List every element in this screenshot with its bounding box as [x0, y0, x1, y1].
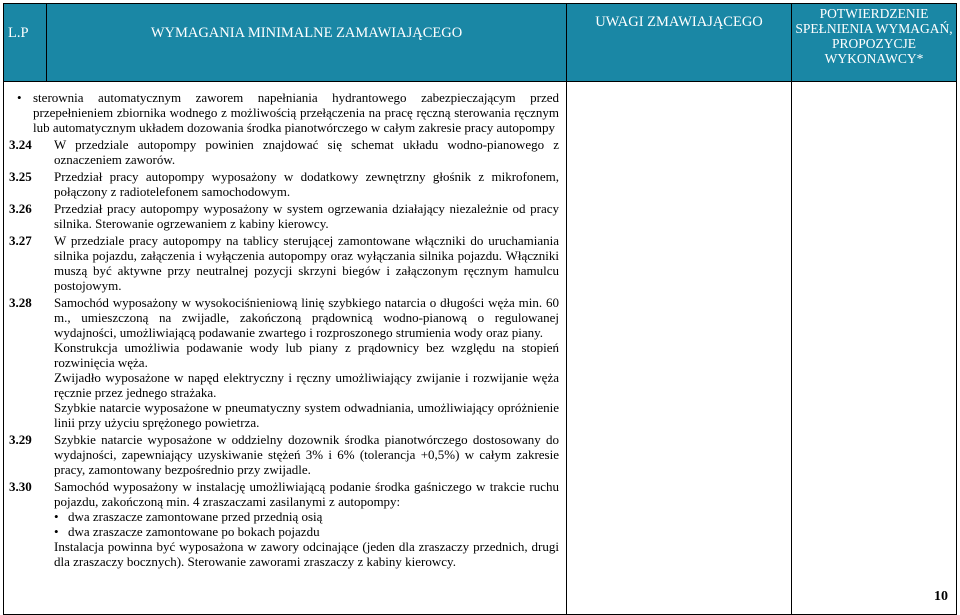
section-3-25 [9, 169, 559, 199]
list-item-text: dwa zraszacze zamontowane przed przednią osią [68, 509, 323, 524]
page-number: 10 [934, 589, 948, 604]
body-row [4, 82, 957, 615]
requirements-cell [4, 82, 567, 615]
section-text: W przedziale pracy autopompy na tablicy sterującej zamontowane włączniki do uruchamiania silnika pojazdu, załączenia i wyłączenia autopompy oraz wyłączania silnika pojazdu. Włączniki muszą być aktywne przy neutralnej pozycji skrzyni biegów i załączonym ręcznym hamulcu postojowym. [54, 233, 559, 293]
requirements-content [5, 83, 565, 569]
header-requirements: WYMAGANIA MINIMALNE ZAMAWIAJĄCEGO [47, 4, 567, 82]
list-item-text: dwa zraszacze zamontowane po bokach pojazdu [68, 524, 320, 539]
intro-bullet-text: sterownia automatycznym zaworem napełniania hydrantowego zabezpieczającym przed przepełnieniem zbiornika wodnego z możliwością przełączenia na pracę ręczną sterowania ręcznym lub automatycznym układem dozowania środka pianotwórczego w całym zakresie pracy autopompy [33, 90, 559, 135]
bullet-icon: • [54, 509, 59, 524]
intro-bullet [9, 90, 559, 135]
section-3-24 [9, 137, 559, 167]
list-item [54, 509, 559, 524]
header-lp: L.P [4, 4, 47, 82]
section-text: Samochód wyposażony w wysokociśnieniową linię szybkiego natarcia o długości węża min. 60 m., umieszczoną na zwijadle, zakończoną prądownicą wodno-pianową o regulowanej wydajności, umożliwiającą podawanie zwartego i rozproszonego strumienia wody oraz piany. [54, 295, 559, 340]
section-text: Szybkie natarcie wyposażone w pneumatyczny system odwadniania, umożliwiający opróżnienie linii przy użyciu sprężonego powietrza. [54, 400, 559, 430]
header-remarks: UWAGI ZMAWIAJĄCEGO [567, 4, 792, 82]
bullet-icon: • [54, 524, 59, 539]
header-row [4, 4, 957, 82]
section-number: 3.29 [9, 432, 32, 447]
section-number: 3.26 [9, 201, 32, 216]
section-3-26 [9, 201, 559, 231]
section-text: Instalacja powinna być wyposażona w zawory odcinające (jeden dla zraszaczy przednich, drugi dla zraszaczy bocznych). Sterowanie zaworami zraszaczy z kabiny kierowcy. [54, 539, 559, 569]
section-number: 3.24 [9, 137, 32, 152]
list-item [54, 524, 559, 539]
section-3-28 [9, 295, 559, 430]
section-text: Szybkie natarcie wyposażone w oddzielny dozownik środka pianotwórczego dostosowany do wydajności, zapewniający uzyskiwanie stężeń 3% i 6% (tolerancja +0,5%) w całym zakresie pracy, zamontowany bezpośrednio przy zwijadle. [54, 432, 559, 477]
section-text: W przedziale autopompy powinien znajdować się schemat układu wodno-pianowego z oznaczeniem zaworów. [54, 137, 559, 167]
confirmation-cell[interactable] [792, 82, 957, 615]
section-number: 3.25 [9, 169, 32, 184]
section-text: Przedział pracy autopompy wyposażony w dodatkowy zewnętrzny głośnik z mikrofonem, połączony z radiotelefonem samochodowym. [54, 169, 559, 199]
bullet-icon: • [17, 90, 22, 105]
section-text: Samochód wyposażony w instalację umożliwiającą podanie środka gaśniczego w trakcie ruchu pojazdu, zakończoną min. 4 zraszaczami zasilanymi z autopompy: [54, 479, 559, 509]
section-3-29 [9, 432, 559, 477]
requirements-table [3, 3, 957, 615]
section-text: Przedział pracy autopompy wyposażony w system ogrzewania działający niezależnie od pracy silnika. Sterowanie ogrzewaniem z kabiny kierowcy. [54, 201, 559, 231]
section-3-27 [9, 233, 559, 293]
section-number: 3.27 [9, 233, 32, 248]
section-text: Konstrukcja umożliwia podawanie wody lub piany z prądownicy bez względu na stopień rozwinięcia węża. [54, 340, 559, 370]
section-text: Zwijadło wyposażone w napęd elektryczny i ręczny umożliwiający zwijanie i rozwijanie węża ręcznie przez jednego strażaka. [54, 370, 559, 400]
header-confirmation: POTWIERDZENIE SPEŁNIENIA WYMAGAŃ, PROPOZYCJE WYKONAWCY* [792, 4, 957, 82]
section-3-30 [9, 479, 559, 569]
remarks-cell[interactable] [567, 82, 792, 615]
section-number: 3.30 [9, 479, 32, 494]
section-number: 3.28 [9, 295, 32, 310]
